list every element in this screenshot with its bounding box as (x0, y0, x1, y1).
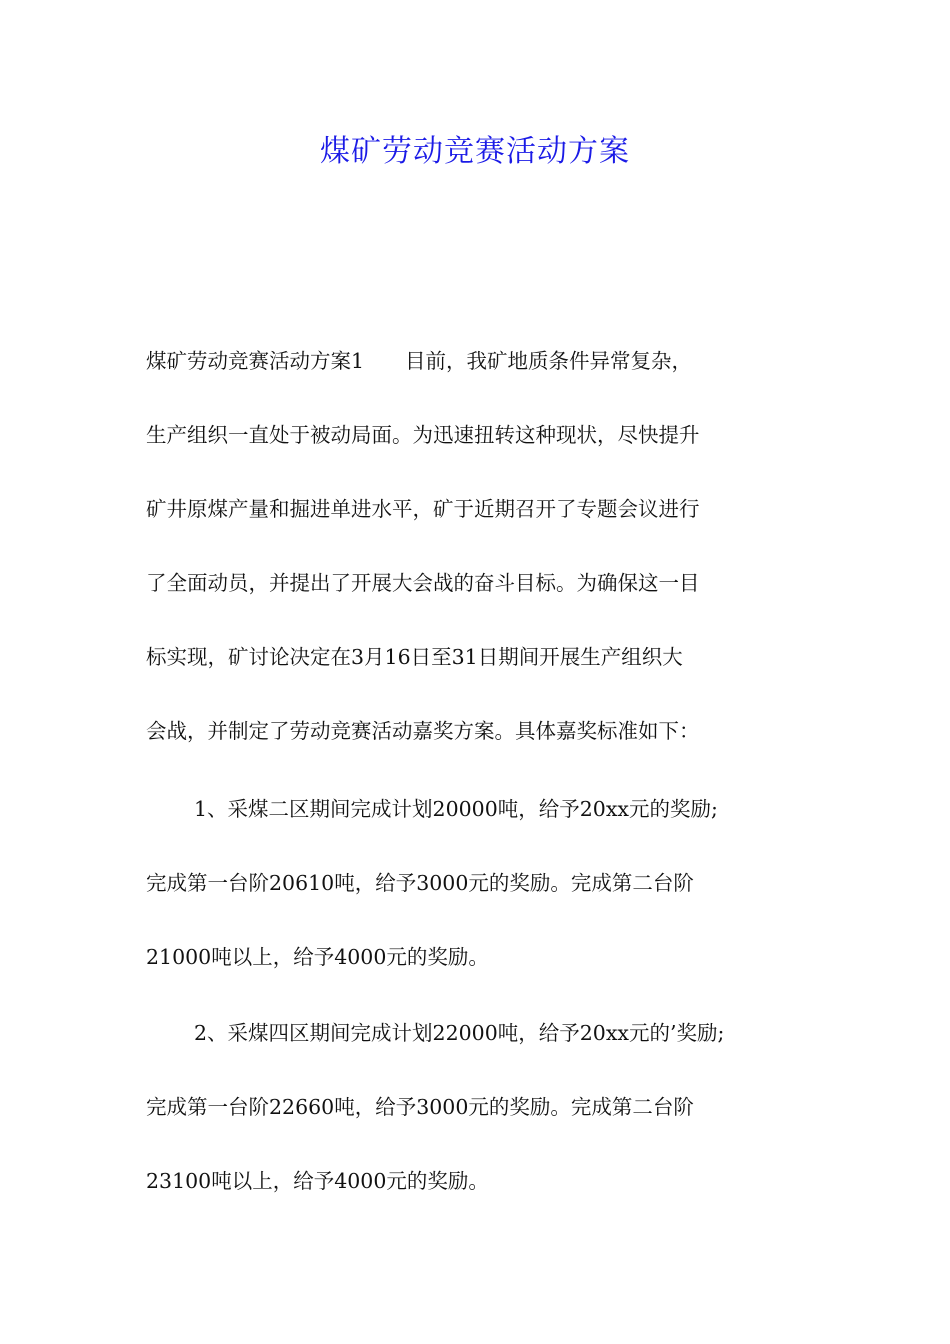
paragraph-line: 21000吨以上，给予4000元的奖励。 (146, 945, 489, 969)
paragraph-line: 会战，并制定了劳动竞赛活动嘉奖方案。具体嘉奖标准如下： (146, 719, 700, 743)
paragraph-line: 标实现，矿讨论决定在3月16日至31日期间开展生产组织大 (146, 645, 683, 669)
paragraph-line: 2、采煤四区期间完成计划22000吨，给予20xx元的’奖励; (194, 1021, 725, 1045)
document-title: 煤矿劳动竞赛活动方案 (320, 134, 630, 169)
paragraph-line: 23100吨以上，给予4000元的奖励。 (146, 1169, 489, 1193)
paragraph-line: 完成第一台阶22660吨，给予3000元的奖励。完成第二台阶 (146, 1095, 694, 1119)
paragraph-line: 矿井原煤产量和掘进单进水平，矿于近期召开了专题会议进行 (146, 497, 700, 521)
paragraph-line: 生产组织一直处于被动局面。为迅速扭转这种现状，尽快提升 (146, 423, 700, 447)
paragraph-line: 完成第一台阶20610吨，给予3000元的奖励。完成第二台阶 (146, 871, 694, 895)
paragraph-line: 了全面动员，并提出了开展大会战的奋斗目标。为确保这一目 (146, 571, 700, 595)
paragraph-line: 1、采煤二区期间完成计划20000吨，给予20xx元的奖励; (194, 797, 718, 821)
paragraph-line: 煤矿劳动竞赛活动方案1 目前，我矿地质条件异常复杂， (146, 349, 693, 373)
